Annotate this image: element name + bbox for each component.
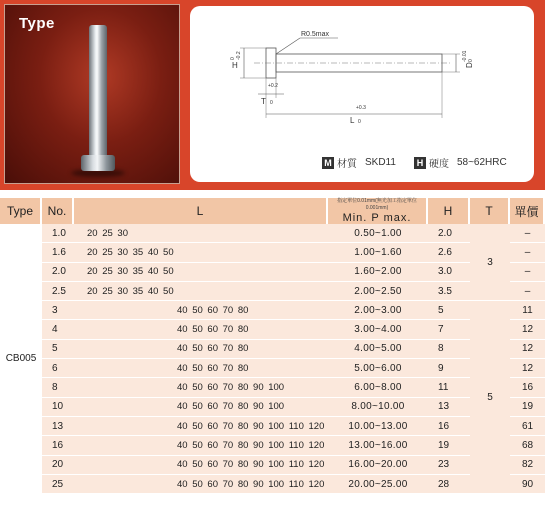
header-no: No. (42, 198, 74, 224)
no-cell: 6 (42, 359, 74, 378)
table-row (0, 436, 545, 455)
l-values: 40 50 60 70 80 90 100 110 120 (177, 420, 325, 432)
l-cell (74, 398, 328, 417)
l-values: 40 50 60 70 80 90 100 (177, 382, 285, 394)
p-cell: 2.00~2.50 (328, 282, 428, 301)
price-cell: 61 (510, 417, 545, 436)
table-row (0, 243, 545, 262)
l-values: 40 50 60 70 80 (177, 362, 249, 374)
price-cell: – (510, 224, 545, 243)
header-p-note: 指定單位0.01mm(無光加工指定單位0.001mm) (337, 198, 417, 211)
table-row (0, 378, 545, 397)
table-row (0, 282, 545, 301)
no-cell: 4 (42, 320, 74, 339)
l-cell (74, 417, 328, 436)
h-cell: 5 (428, 301, 470, 320)
l-tol-bot: 0 (358, 119, 361, 125)
l-values: 40 50 60 70 80 90 100 110 120 (177, 478, 325, 490)
t-cell-group2: 5 (470, 301, 510, 494)
l-cell (74, 263, 328, 282)
price-cell: 68 (510, 436, 545, 455)
l-cell (74, 378, 328, 397)
price-cell: – (510, 243, 545, 262)
radius-leader (276, 38, 300, 54)
l-values: 40 50 60 70 80 90 100 110 120 (177, 439, 325, 451)
price-cell: 19 (510, 398, 545, 417)
no-cell: 25 (42, 475, 74, 494)
price-cell: 11 (510, 301, 545, 320)
header-t: T (470, 198, 510, 224)
radius-label: R0.5max (301, 31, 330, 38)
h-cell: 3.5 (428, 282, 470, 301)
p-cell: 5.00~6.00 (328, 359, 428, 378)
no-cell: 2.5 (42, 282, 74, 301)
h-cell: 19 (428, 436, 470, 455)
p-cell: 1.00~1.60 (328, 243, 428, 262)
price-cell: 12 (510, 340, 545, 359)
l-values: 40 50 60 70 80 90 100 (177, 401, 285, 413)
material-label: 材質 (337, 159, 357, 170)
t-tol-top: +0.2 (268, 83, 278, 89)
p-cell: 10.00~13.00 (328, 417, 428, 436)
pin-head (81, 155, 115, 171)
l-cell (74, 475, 328, 494)
p-cell: 1.60~2.00 (328, 263, 428, 282)
header-p-main: Min. P max. (342, 212, 412, 224)
l-cell (74, 301, 328, 320)
product-photo (4, 4, 180, 184)
h-cell: 28 (428, 475, 470, 494)
l-cell (74, 456, 328, 475)
l-values: 20 25 30 (87, 227, 128, 239)
p-cell: 8.00~10.00 (328, 398, 428, 417)
pin-shaft (89, 25, 107, 157)
table-row (0, 475, 545, 494)
l-tol-top: +0.3 (356, 105, 366, 111)
h-cell: 13 (428, 398, 470, 417)
table-row (0, 417, 545, 436)
table-row (0, 456, 545, 475)
t-tol-bot: 0 (270, 100, 273, 106)
l-values: 40 50 60 70 80 (177, 304, 249, 316)
material-badge: M (322, 157, 334, 169)
hardness-badge: H (414, 157, 426, 169)
hardness-value: 58~62HRC (456, 157, 507, 168)
l-values: 20 25 30 35 40 50 (87, 285, 174, 297)
no-cell: 13 (42, 417, 74, 436)
price-cell: 12 (510, 320, 545, 339)
p-cell: 13.00~16.00 (328, 436, 428, 455)
photo-title: Type (19, 15, 55, 32)
l-cell (74, 243, 328, 262)
p-cell: 0.50~1.00 (328, 224, 428, 243)
price-cell: 90 (510, 475, 545, 494)
p-cell: 16.00~20.00 (328, 456, 428, 475)
h-label: H (232, 61, 238, 70)
header-l: L (74, 198, 328, 224)
table-header-row (0, 198, 545, 224)
p-cell: 6.00~8.00 (328, 378, 428, 397)
l-cell (74, 359, 328, 378)
price-cell: 16 (510, 378, 545, 397)
p-cell: 4.00~5.00 (328, 340, 428, 359)
table-row (0, 224, 545, 243)
price-cell: – (510, 282, 545, 301)
no-cell: 16 (42, 436, 74, 455)
top-banner (0, 0, 545, 190)
h-tol-bot: -0.2 (236, 51, 242, 60)
l-values: 40 50 60 70 80 90 100 110 120 (177, 459, 325, 471)
no-cell: 5 (42, 340, 74, 359)
table-row (0, 359, 545, 378)
h-cell: 16 (428, 417, 470, 436)
l-cell (74, 224, 328, 243)
h-cell: 9 (428, 359, 470, 378)
technical-drawing-card (190, 6, 534, 182)
no-cell: 3 (42, 301, 74, 320)
spec-line (322, 155, 507, 170)
no-cell: 1.6 (42, 243, 74, 262)
no-cell: 10 (42, 398, 74, 417)
l-cell (74, 340, 328, 359)
p-cell: 2.00~3.00 (328, 301, 428, 320)
h-cell: 11 (428, 378, 470, 397)
header-h: H (428, 198, 470, 224)
table-body (0, 224, 545, 494)
no-cell: 1.0 (42, 224, 74, 243)
header-type: Type (0, 198, 42, 224)
p-cell: 3.00~4.00 (328, 320, 428, 339)
price-cell: 12 (510, 359, 545, 378)
l-values: 20 25 30 35 40 50 (87, 266, 174, 278)
d-tol-top: -0.01 (462, 50, 468, 62)
l-cell (74, 436, 328, 455)
table-row (0, 320, 545, 339)
no-cell: 2.0 (42, 263, 74, 282)
p-cell: 20.00~25.00 (328, 475, 428, 494)
h-cell: 2.6 (428, 243, 470, 262)
header-price: 單價 (510, 198, 545, 224)
h-cell: 23 (428, 456, 470, 475)
spec-table-wrapper (0, 198, 545, 494)
d-tol-bot: 0 (468, 59, 474, 62)
no-cell: 8 (42, 378, 74, 397)
h-cell: 8 (428, 340, 470, 359)
h-cell: 7 (428, 320, 470, 339)
d-label: D (465, 62, 474, 68)
l-label: L (350, 116, 355, 125)
table-row (0, 263, 545, 282)
h-cell: 2.0 (428, 224, 470, 243)
spec-table (0, 198, 545, 494)
h-cell: 3.0 (428, 263, 470, 282)
l-values: 40 50 60 70 80 (177, 324, 249, 336)
price-cell: 82 (510, 456, 545, 475)
table-row (0, 301, 545, 320)
header-p (328, 198, 428, 224)
no-cell: 20 (42, 456, 74, 475)
t-cell-group1: 3 (470, 224, 510, 301)
l-values: 40 50 60 70 80 (177, 343, 249, 355)
table-row (0, 398, 545, 417)
price-cell: – (510, 263, 545, 282)
table-row (0, 340, 545, 359)
t-label: T (261, 97, 266, 106)
hardness-label: 硬度 (428, 159, 449, 170)
l-cell (74, 320, 328, 339)
h-tol-top: 0 (230, 57, 236, 60)
type-cell: CB005 (0, 224, 42, 494)
l-cell (74, 282, 328, 301)
material-value: SKD11 (365, 157, 396, 168)
l-values: 20 25 30 35 40 50 (87, 246, 174, 258)
